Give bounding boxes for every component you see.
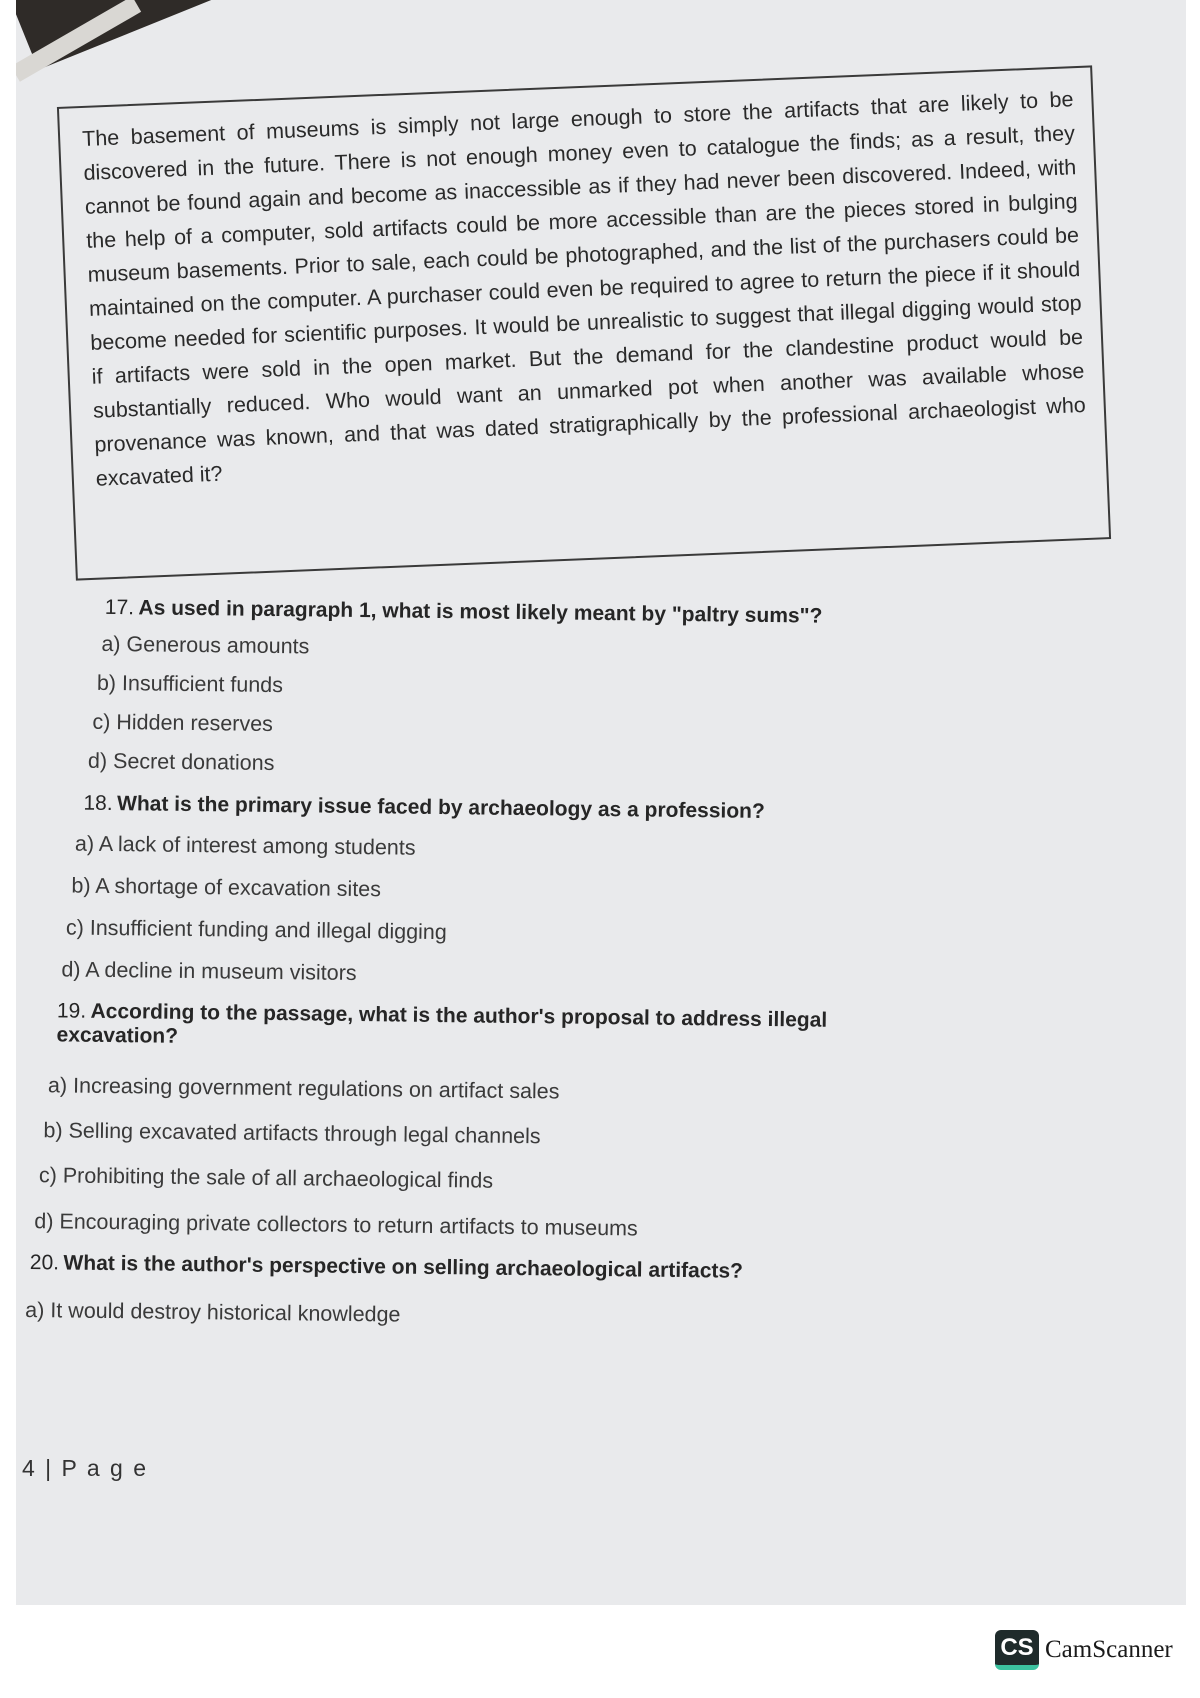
question-number: 18. [83,791,113,816]
reading-passage-text: The basement of museums is simply not large enough to store the artifacts that are likely to be discovered in the future. There is not enough money even to catalogue the finds; as a result, they cannot be found again and become as inaccessible as if they had never been discovered. Indeed, with the help of a computer, sold artifacts could be more accessible than are the pieces stored in bulging museum basements. Prior to sale, each could be photographed, and the list of the purchasers could be maintained on the computer. A purchaser could even be required to agree to return the piece if it should become needed for scientific purposes. It would be unrealistic to suggest that illegal digging would stop if artifacts were sold in the open market. But the demand for the clandestine product would be substantially reduced. Who would want an unmarked pot when another was available whose provenance was known, and that was dated stratigraphically by the professional archaeologist who excavated it? [81,87,1087,491]
question-number: 20. [29,1251,60,1275]
page-number: 4 | P a g e [22,1455,149,1481]
reading-passage-box [57,65,1111,580]
question-number: 19. [56,999,87,1023]
option-19a[interactable]: a) Increasing government regulations on artifact sales [47,1073,560,1104]
option-18d[interactable]: d) A decline in museum visitors [61,957,357,986]
camscanner-watermark [995,1630,1173,1670]
option-18c[interactable]: c) Insufficient funding and illegal digging [65,915,447,945]
question-text: What is the primary issue faced by archaeology as a profession? [116,792,765,823]
option-17b[interactable]: b) Insufficient funds [96,670,284,698]
option-17c[interactable]: c) Hidden reserves [92,709,274,736]
camscanner-brand-text: CamScanner [1045,1636,1173,1663]
camscanner-logo-icon: CS [995,1630,1039,1670]
option-17d[interactable]: d) Secret donations [87,748,275,775]
question-text: What is the author's perspective on selling archaeological artifacts? [63,1251,744,1283]
option-19b[interactable]: b) Selling excavated artifacts through legal channels [43,1118,541,1149]
option-20a[interactable]: a) It would destroy historical knowledge [25,1297,401,1327]
question-text: According to the passage, what is the author's proposal to address illegal excavation? [56,999,828,1048]
question-number: 17. [104,595,135,620]
option-18a[interactable]: a) A lack of interest among students [74,831,416,860]
question-19 [56,999,887,1057]
question-text: As used in paragraph 1, what is most likely meant by "paltry sums"? [138,596,823,628]
option-19d[interactable]: d) Encouraging private collectors to return artifacts to museums [34,1209,638,1241]
page-corner-shadow [16,0,236,110]
option-17a[interactable]: a) Generous amounts [101,631,310,659]
option-19c[interactable]: c) Prohibiting the sale of all archaeological finds [38,1163,494,1193]
option-18b[interactable]: b) A shortage of excavation sites [71,873,382,902]
